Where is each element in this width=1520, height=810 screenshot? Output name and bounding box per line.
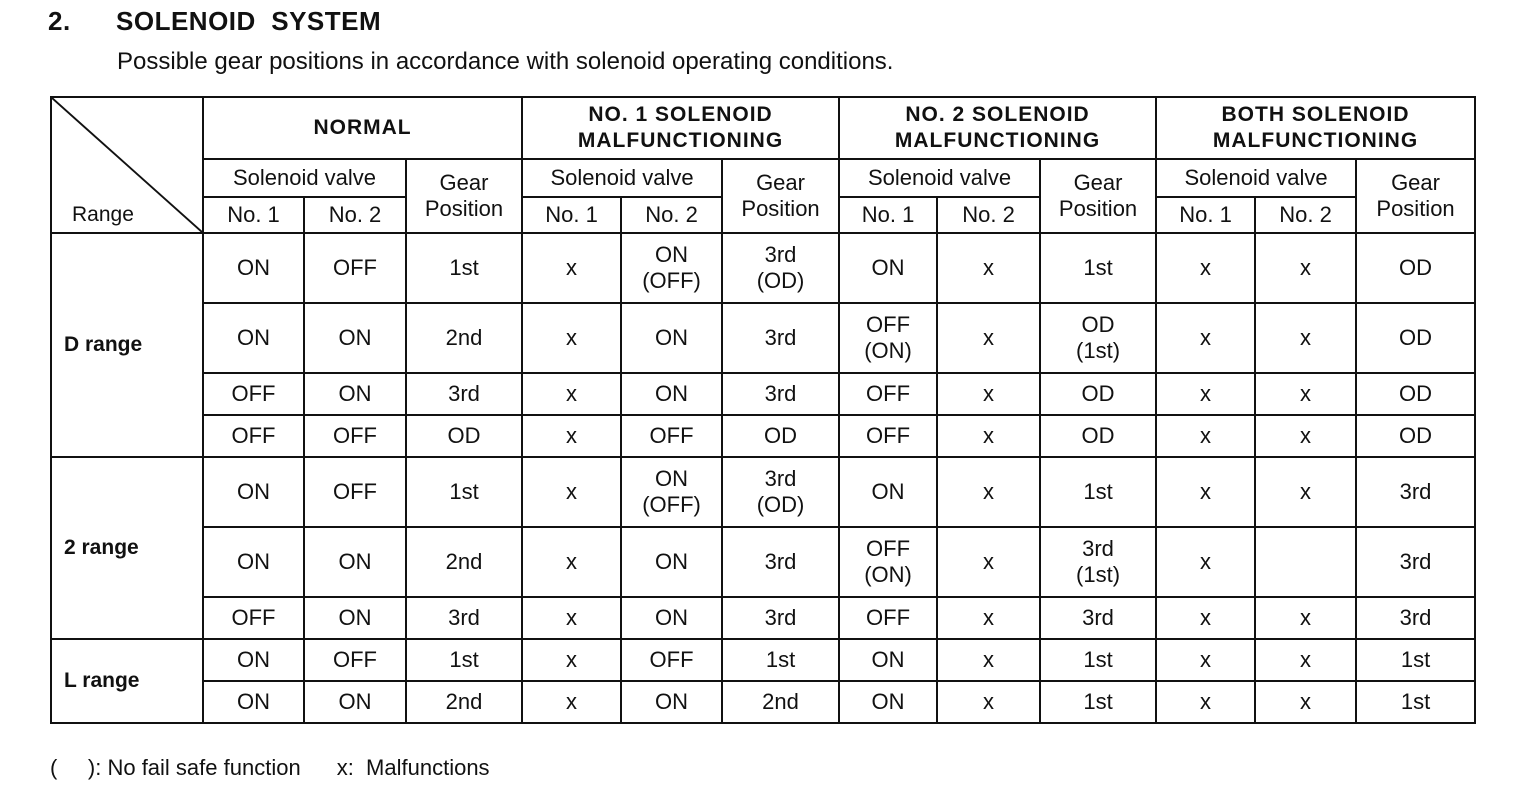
table-cell	[1255, 527, 1356, 597]
table-cell: x	[1156, 597, 1255, 639]
table-cell: x	[937, 233, 1040, 303]
table-cell: OD	[1356, 233, 1475, 303]
gear-position-header: Gear Position	[406, 159, 522, 233]
table-cell: ON	[203, 681, 304, 723]
table-cell: OFF	[203, 415, 304, 457]
table-cell: x	[1255, 457, 1356, 527]
no1-header: No. 1	[1156, 197, 1255, 233]
section-subtitle: Possible gear positions in accordance with solenoid operating conditions.	[117, 48, 894, 75]
no2-header: No. 2	[1255, 197, 1356, 233]
table-cell: x	[522, 303, 621, 373]
table-cell: OD	[406, 415, 522, 457]
table-cell: ON	[839, 639, 937, 681]
table-cell: 1st	[1040, 681, 1156, 723]
table-cell: x	[522, 373, 621, 415]
legend	[50, 755, 490, 781]
table-cell: x	[522, 415, 621, 457]
table-row	[51, 415, 1475, 457]
no2-header: No. 2	[621, 197, 722, 233]
solenoid-table	[50, 96, 1476, 724]
solenoid-valve-header: Solenoid valve	[1156, 159, 1356, 197]
table-cell: x	[1156, 233, 1255, 303]
table-cell: 3rd	[722, 597, 839, 639]
no1-header: No. 1	[522, 197, 621, 233]
table-cell: OFF	[304, 233, 406, 303]
table-cell: 1st	[1040, 233, 1156, 303]
corner-label: Range	[72, 203, 134, 226]
table-cell: ON	[203, 639, 304, 681]
table-cell: x	[522, 527, 621, 597]
table-cell: x	[1156, 681, 1255, 723]
table-cell: OD	[1040, 373, 1156, 415]
table-cell: ON	[203, 527, 304, 597]
legend-x-symbol: x:	[336, 755, 354, 780]
table-cell: x	[937, 681, 1040, 723]
table-cell: ON	[839, 681, 937, 723]
corner-header	[51, 97, 203, 233]
table-cell: 3rd (OD)	[722, 233, 839, 303]
table-cell: OD	[1356, 415, 1475, 457]
table-cell: OFF	[839, 415, 937, 457]
table-cell: ON	[621, 681, 722, 723]
table-cell: ON (OFF)	[621, 457, 722, 527]
table-cell: 1st	[1040, 639, 1156, 681]
table-cell: 3rd	[1040, 597, 1156, 639]
section-number: 2.	[48, 6, 71, 36]
table-cell: x	[522, 233, 621, 303]
table-cell: OD (1st)	[1040, 303, 1156, 373]
table-row	[51, 681, 1475, 723]
table-cell: OFF (ON)	[839, 303, 937, 373]
legend-paren-symbol: ( ):	[50, 755, 102, 780]
table-cell: x	[937, 527, 1040, 597]
table-cell: ON	[621, 597, 722, 639]
table-cell: OD	[722, 415, 839, 457]
legend-x-text: Malfunctions	[366, 755, 490, 780]
table-cell: OFF	[203, 597, 304, 639]
range-label: D range	[51, 233, 203, 457]
table-cell: 1st	[722, 639, 839, 681]
table-cell: 1st	[1356, 639, 1475, 681]
table-row	[51, 233, 1475, 303]
table-cell: x	[1255, 681, 1356, 723]
no1-header: No. 1	[839, 197, 937, 233]
table-cell: 2nd	[406, 303, 522, 373]
table-cell: OFF	[304, 415, 406, 457]
table-cell: 3rd	[1356, 597, 1475, 639]
table-cell: OD	[1356, 373, 1475, 415]
table-cell: ON	[304, 681, 406, 723]
table-cell: x	[937, 457, 1040, 527]
table-cell: x	[1156, 415, 1255, 457]
table-cell: 1st	[1356, 681, 1475, 723]
table-cell: ON	[203, 233, 304, 303]
table-cell: 3rd (OD)	[722, 457, 839, 527]
table-cell: x	[522, 457, 621, 527]
table-cell: ON	[621, 527, 722, 597]
table-cell: ON	[304, 373, 406, 415]
table-cell: x	[1255, 639, 1356, 681]
table-cell: 3rd	[406, 373, 522, 415]
table-cell: x	[522, 639, 621, 681]
table-cell: OFF	[304, 457, 406, 527]
table-cell: OFF	[621, 639, 722, 681]
table-cell: OFF	[839, 373, 937, 415]
table-cell: x	[937, 373, 1040, 415]
range-label: 2 range	[51, 457, 203, 639]
range-label: L range	[51, 639, 203, 723]
table-cell: x	[1156, 639, 1255, 681]
table-cell: ON	[621, 373, 722, 415]
table-cell: x	[1156, 303, 1255, 373]
group-header-no1-text: NO. 1 SOLENOID MALFUNCTIONING	[577, 103, 784, 152]
table-cell: 1st	[406, 233, 522, 303]
table-cell: x	[522, 681, 621, 723]
table-cell: ON (OFF)	[621, 233, 722, 303]
no2-header: No. 2	[937, 197, 1040, 233]
table-cell: 3rd	[1356, 457, 1475, 527]
table-cell: 2nd	[406, 527, 522, 597]
table-row	[51, 639, 1475, 681]
solenoid-valve-header: Solenoid valve	[522, 159, 722, 197]
table-cell: 2nd	[406, 681, 522, 723]
table-row	[51, 457, 1475, 527]
group-header-no2-text: NO. 2 SOLENOID MALFUNCTIONING	[894, 103, 1101, 152]
table-cell: ON	[621, 303, 722, 373]
table-cell: 1st	[406, 639, 522, 681]
gear-position-header: Gear Position	[1040, 159, 1156, 233]
table-cell: ON	[839, 457, 937, 527]
table-cell: x	[937, 415, 1040, 457]
table-cell: ON	[839, 233, 937, 303]
group-header-no2	[839, 97, 1156, 159]
table-cell: ON	[203, 457, 304, 527]
table-cell: x	[1156, 373, 1255, 415]
table-cell: x	[937, 597, 1040, 639]
table-cell: 3rd (1st)	[1040, 527, 1156, 597]
table-cell: 1st	[406, 457, 522, 527]
group-header-normal: NORMAL	[203, 97, 522, 159]
table-cell: OD	[1356, 303, 1475, 373]
table-cell: OFF	[839, 597, 937, 639]
solenoid-valve-header: Solenoid valve	[839, 159, 1040, 197]
table-cell: ON	[304, 303, 406, 373]
table-cell: 3rd	[722, 303, 839, 373]
table-row	[51, 527, 1475, 597]
table-cell: x	[1255, 415, 1356, 457]
table-cell: x	[1156, 527, 1255, 597]
section-title: SOLENOID SYSTEM	[116, 6, 382, 36]
table-cell: 3rd	[1356, 527, 1475, 597]
table-cell: x	[522, 597, 621, 639]
table-cell: 2nd	[722, 681, 839, 723]
solenoid-valve-header: Solenoid valve	[203, 159, 406, 197]
table-cell: OFF	[621, 415, 722, 457]
legend-paren-text: No fail safe function	[107, 755, 301, 780]
table-cell: OFF	[203, 373, 304, 415]
table-row	[51, 597, 1475, 639]
section-heading	[48, 6, 381, 37]
table-cell: 1st	[1040, 457, 1156, 527]
table-cell: OD	[1040, 415, 1156, 457]
table-cell: x	[1156, 457, 1255, 527]
table-cell: ON	[304, 597, 406, 639]
table-cell: OFF	[304, 639, 406, 681]
group-header-no1	[522, 97, 839, 159]
table-cell: x	[937, 639, 1040, 681]
gear-position-header: Gear Position	[1356, 159, 1475, 233]
gear-position-header: Gear Position	[722, 159, 839, 233]
table-cell: 3rd	[406, 597, 522, 639]
table-cell: x	[1255, 597, 1356, 639]
no2-header: No. 2	[304, 197, 406, 233]
table-row	[51, 373, 1475, 415]
table-cell: x	[937, 303, 1040, 373]
table-cell: 3rd	[722, 373, 839, 415]
table-cell: 3rd	[722, 527, 839, 597]
table-cell: OFF (ON)	[839, 527, 937, 597]
table-cell: x	[1255, 373, 1356, 415]
table-cell: x	[1255, 303, 1356, 373]
table-cell: ON	[304, 527, 406, 597]
group-header-both-text: BOTH SOLENOID MALFUNCTIONING	[1212, 103, 1419, 152]
table-cell: x	[1255, 233, 1356, 303]
table-row	[51, 303, 1475, 373]
table-cell: ON	[203, 303, 304, 373]
group-header-both	[1156, 97, 1475, 159]
no1-header: No. 1	[203, 197, 304, 233]
